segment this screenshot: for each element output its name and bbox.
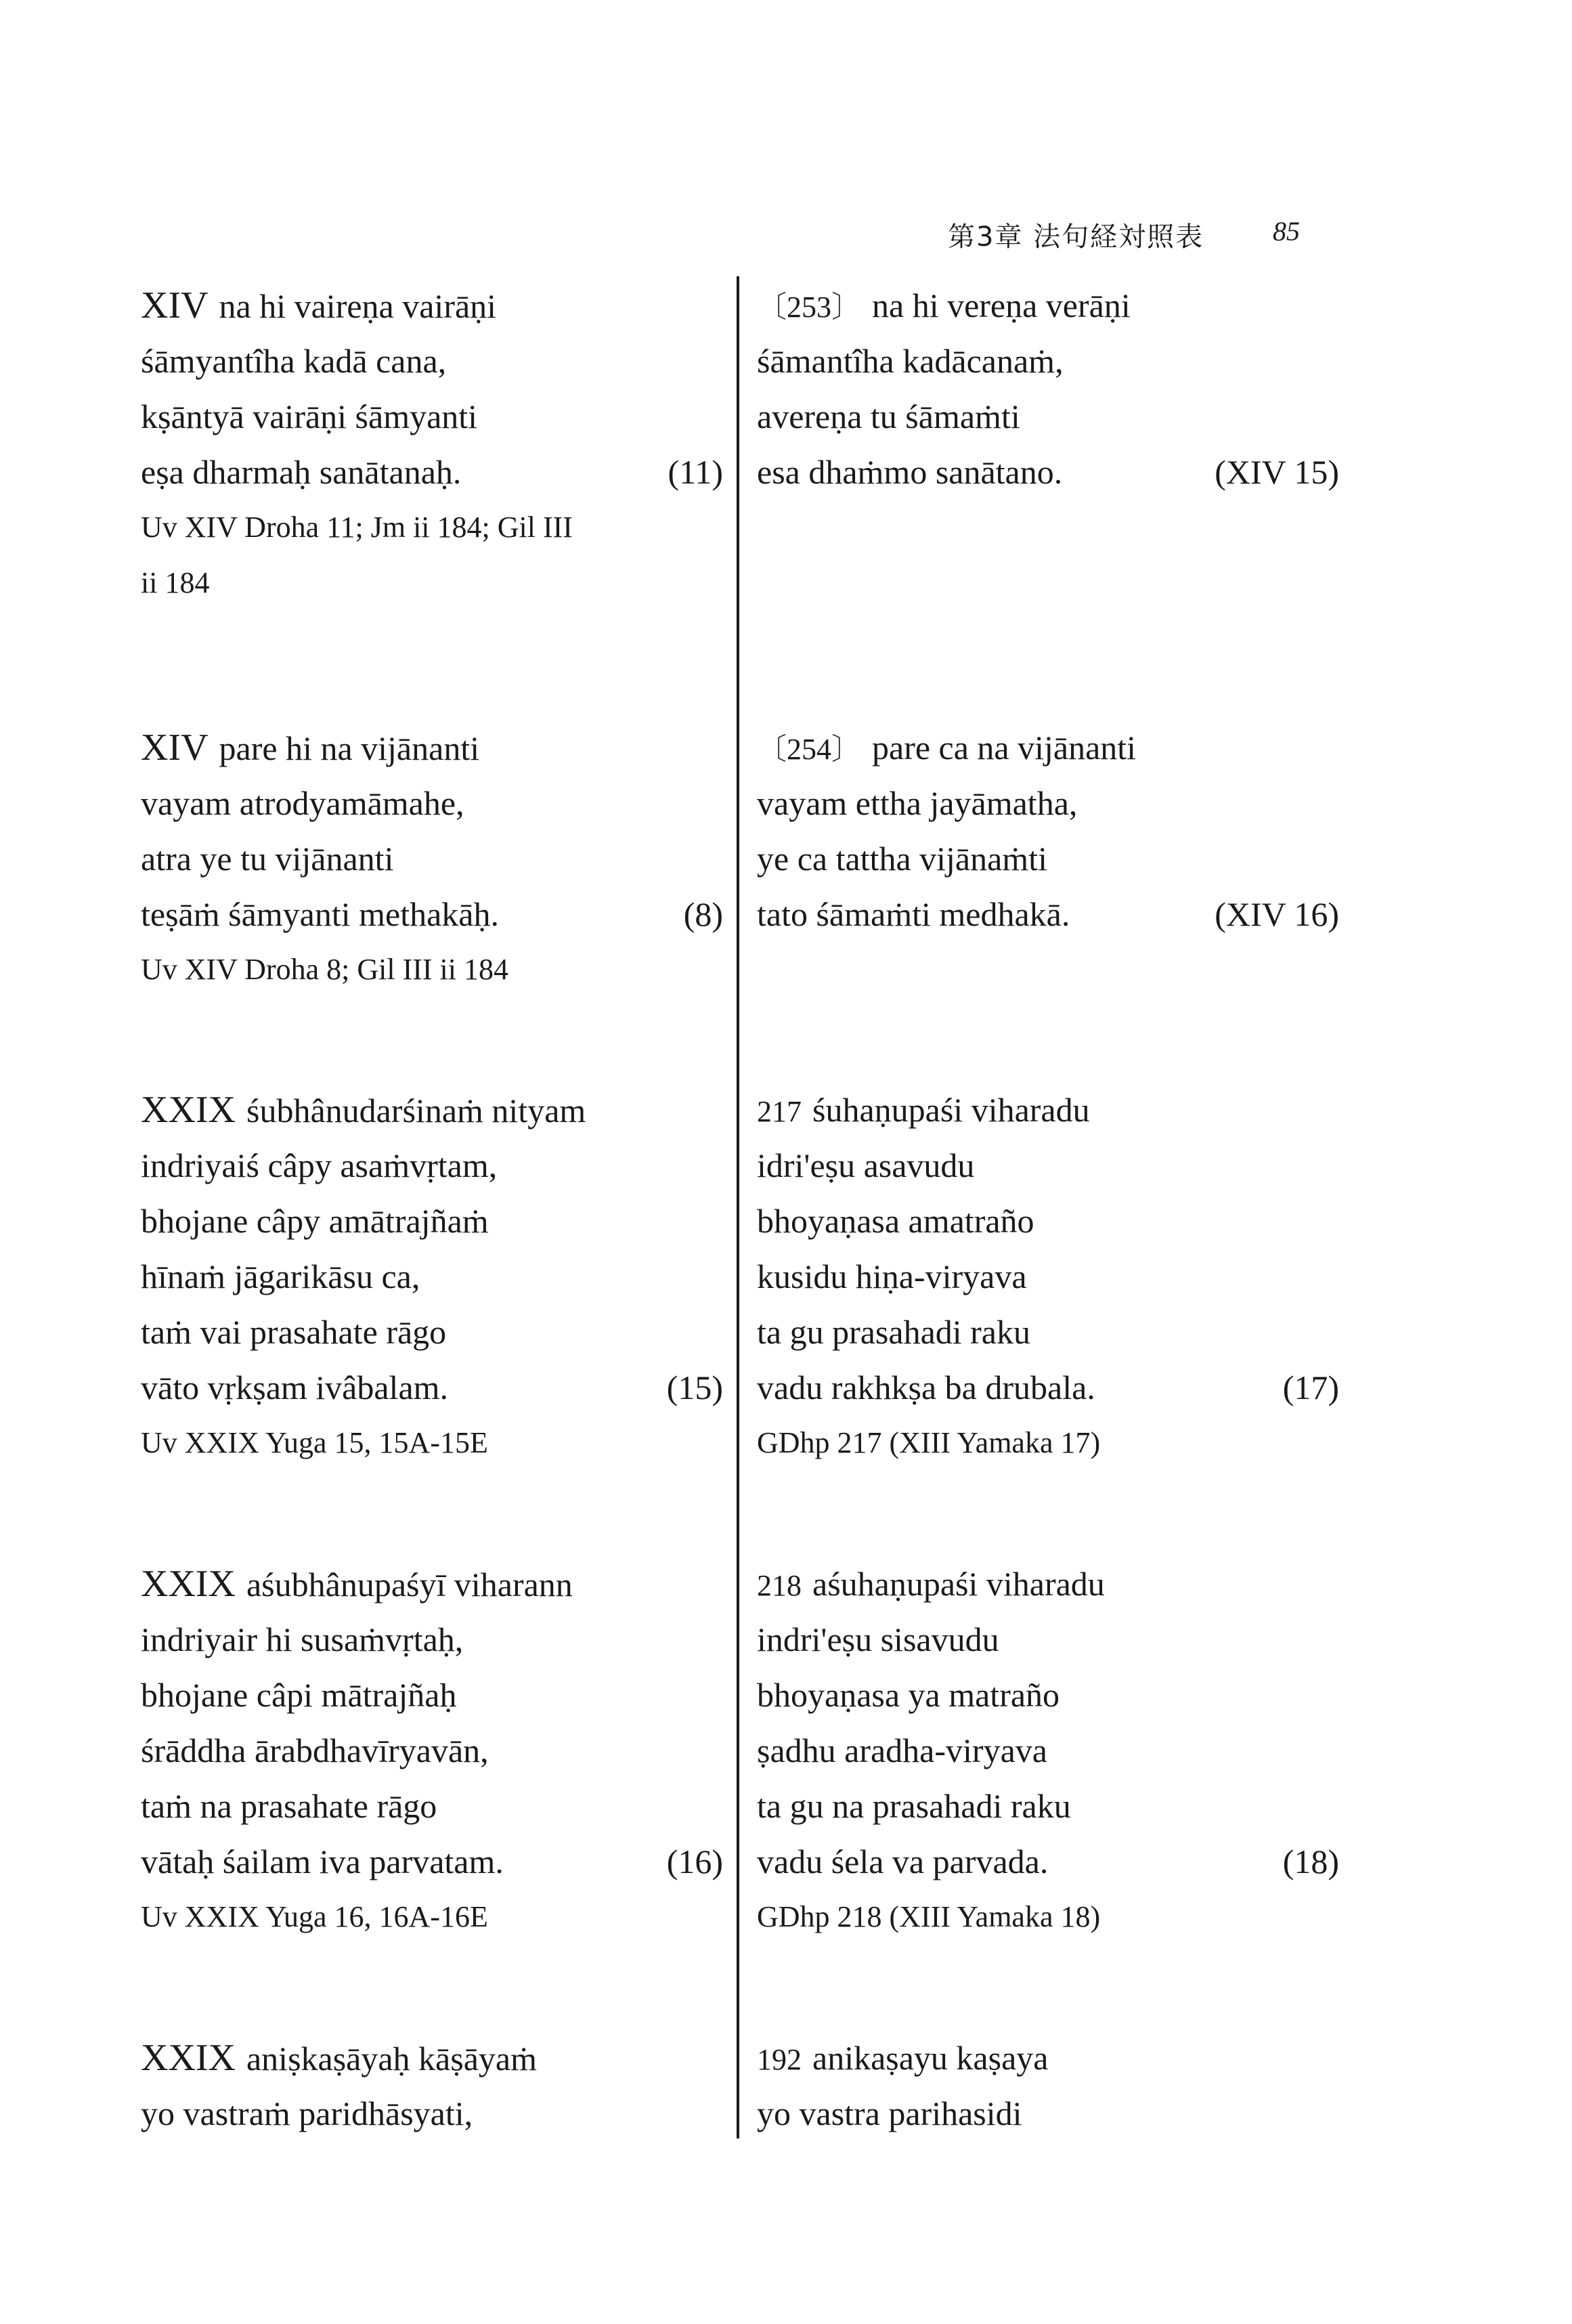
verse-line: ta gu prasahadi raku xyxy=(757,1313,1031,1351)
verse-number: (XIV 16) xyxy=(1215,895,1339,933)
verse-line: eṣa dharmaḥ sanātanaḥ. (11) xyxy=(141,444,723,500)
chapter-label: XXIX xyxy=(141,1089,236,1131)
verse-line: kṣāntyā vairāṇi śāmyanti xyxy=(141,397,478,435)
verse-line: XIV pare hi na vijānanti xyxy=(141,720,723,775)
verse-line: ta gu na prasahadi raku xyxy=(757,1787,1071,1825)
column-divider xyxy=(737,276,739,2138)
verse-line: indriyaiś câpy asaṁvṛtam, xyxy=(141,1146,498,1184)
verse-line: ye ca tattha vijānaṁti xyxy=(757,840,1047,878)
verse-line: ṣadhu aradha-viryava xyxy=(757,1731,1047,1769)
entry-2-sanskrit xyxy=(141,720,723,997)
verse-label: 192 xyxy=(757,2043,802,2076)
verse-label: 〔253〕 xyxy=(757,290,861,324)
chapter-label: XIV xyxy=(141,284,209,326)
verse-number: (18) xyxy=(1282,1843,1339,1880)
page-number: 85 xyxy=(1273,216,1300,246)
reference: Uv XIV Droha 11; Jm ii 184; Gil III xyxy=(141,511,573,544)
verse-line: teṣāṁ śāmyanti methakāḥ. (8) xyxy=(141,886,723,942)
verse-line: taṁ na prasahate rāgo xyxy=(141,1787,437,1825)
verse-line: 〔254〕 pare ca na vijānanti xyxy=(757,720,1339,775)
verse-number: (16) xyxy=(666,1843,723,1880)
verse-line: yo vastraṁ paridhāsyati, xyxy=(141,2094,473,2132)
chapter-label: XXIX xyxy=(141,2037,236,2079)
entry-3-parallel xyxy=(757,1082,1339,1471)
verse-line: bhoyaṇasa ya matraño xyxy=(757,1676,1060,1714)
entry-4-sanskrit xyxy=(141,1556,723,1945)
reference: Uv XIV Droha 8; Gil III ii 184 xyxy=(141,953,508,986)
verse-line: taṁ vai prasahate rāgo xyxy=(141,1313,447,1351)
verse-line: hīnaṁ jāgarikāsu ca, xyxy=(141,1257,420,1295)
verse-line: XIV na hi vaireṇa vairāṇi xyxy=(141,278,723,333)
verse-line: vadu rakhkṣa ba drubala. (17) xyxy=(757,1360,1339,1415)
verse-line: bhojane câpy amātrajñaṁ xyxy=(141,1202,489,1240)
chapter-label: XIV xyxy=(141,727,209,769)
verse-line: atra ye tu vijānanti xyxy=(141,840,394,878)
verse-number: (11) xyxy=(668,453,723,491)
verse-line: 192 anikaṣayu kaṣaya xyxy=(757,2030,1339,2086)
verse-line: XXIX aśubhânupaśyī viharann xyxy=(141,1556,723,1612)
verse-number: (8) xyxy=(683,895,723,933)
entry-3-sanskrit xyxy=(141,1082,723,1471)
verse-line: yo vastra parihasidi xyxy=(757,2094,1022,2132)
entry-1-parallel xyxy=(757,278,1339,500)
verse-line: vadu śela va parvada. (18) xyxy=(757,1834,1339,1889)
verse-number: (XIV 15) xyxy=(1215,453,1339,491)
verse-line: avereṇa tu śāmaṁti xyxy=(757,397,1020,435)
verse-line: 〔253〕 na hi vereṇa verāṇi xyxy=(757,278,1339,333)
verse-line: XXIX aniṣkaṣāyaḥ kāṣāyaṁ xyxy=(141,2030,723,2086)
entry-1-sanskrit xyxy=(141,278,723,611)
verse-line: bhojane câpi mātrajñaḥ xyxy=(141,1676,457,1714)
chapter-label: XXIX xyxy=(141,1563,236,1605)
verse-number: (17) xyxy=(1282,1369,1339,1406)
verse-number: (15) xyxy=(666,1369,723,1406)
verse-line: 217 śuhaṇupaśi viharadu xyxy=(757,1082,1339,1138)
verse-label: 218 xyxy=(757,1569,802,1602)
verse-line: śāmyantîha kadā cana, xyxy=(141,342,447,380)
verse-line: vayam ettha jayāmatha, xyxy=(757,784,1078,822)
verse-line: vāto vṛkṣam ivâbalam. (15) xyxy=(141,1360,723,1415)
verse-line: śāmantîha kadācanaṁ, xyxy=(757,342,1064,380)
reference: GDhp 218 (XIII Yamaka 18) xyxy=(757,1900,1101,1933)
chapter-title: 第3章 法句経対照表 xyxy=(948,221,1204,253)
verse-line: śrāddha ārabdhavīryavān, xyxy=(141,1731,489,1769)
verse-line: vātaḥ śailam iva parvatam. (16) xyxy=(141,1834,723,1889)
reference: Uv XXIX Yuga 15, 15A-15E xyxy=(141,1426,488,1459)
verse-label: 〔254〕 xyxy=(757,733,861,766)
reference: ii 184 xyxy=(141,566,210,599)
running-header xyxy=(948,215,1300,256)
verse-line: esa dhaṁmo sanātano. (XIV 15) xyxy=(757,444,1339,500)
entry-5-sanskrit xyxy=(141,2030,723,2141)
verse-line: XXIX śubhânudarśinaṁ nityam xyxy=(141,1082,723,1138)
verse-line: kusidu hiṇa-viryava xyxy=(757,1257,1027,1295)
verse-line: indri'eṣu sisavudu xyxy=(757,1620,999,1658)
reference: GDhp 217 (XIII Yamaka 17) xyxy=(757,1426,1101,1459)
entry-5-parallel xyxy=(757,2030,1339,2141)
verse-line: idri'eṣu asavudu xyxy=(757,1146,975,1184)
reference: Uv XXIX Yuga 16, 16A-16E xyxy=(141,1900,488,1933)
entry-4-parallel xyxy=(757,1556,1339,1945)
verse-line: tato śāmaṁti medhakā. (XIV 16) xyxy=(757,886,1339,942)
verse-line: 218 aśuhaṇupaśi viharadu xyxy=(757,1556,1339,1612)
verse-label: 217 xyxy=(757,1095,802,1128)
entry-2-parallel xyxy=(757,720,1339,942)
verse-line: bhoyaṇasa amatraño xyxy=(757,1202,1034,1240)
verse-line: vayam atrodyamāmahe, xyxy=(141,784,464,822)
verse-line: indriyair hi susaṁvṛtaḥ, xyxy=(141,1620,464,1658)
